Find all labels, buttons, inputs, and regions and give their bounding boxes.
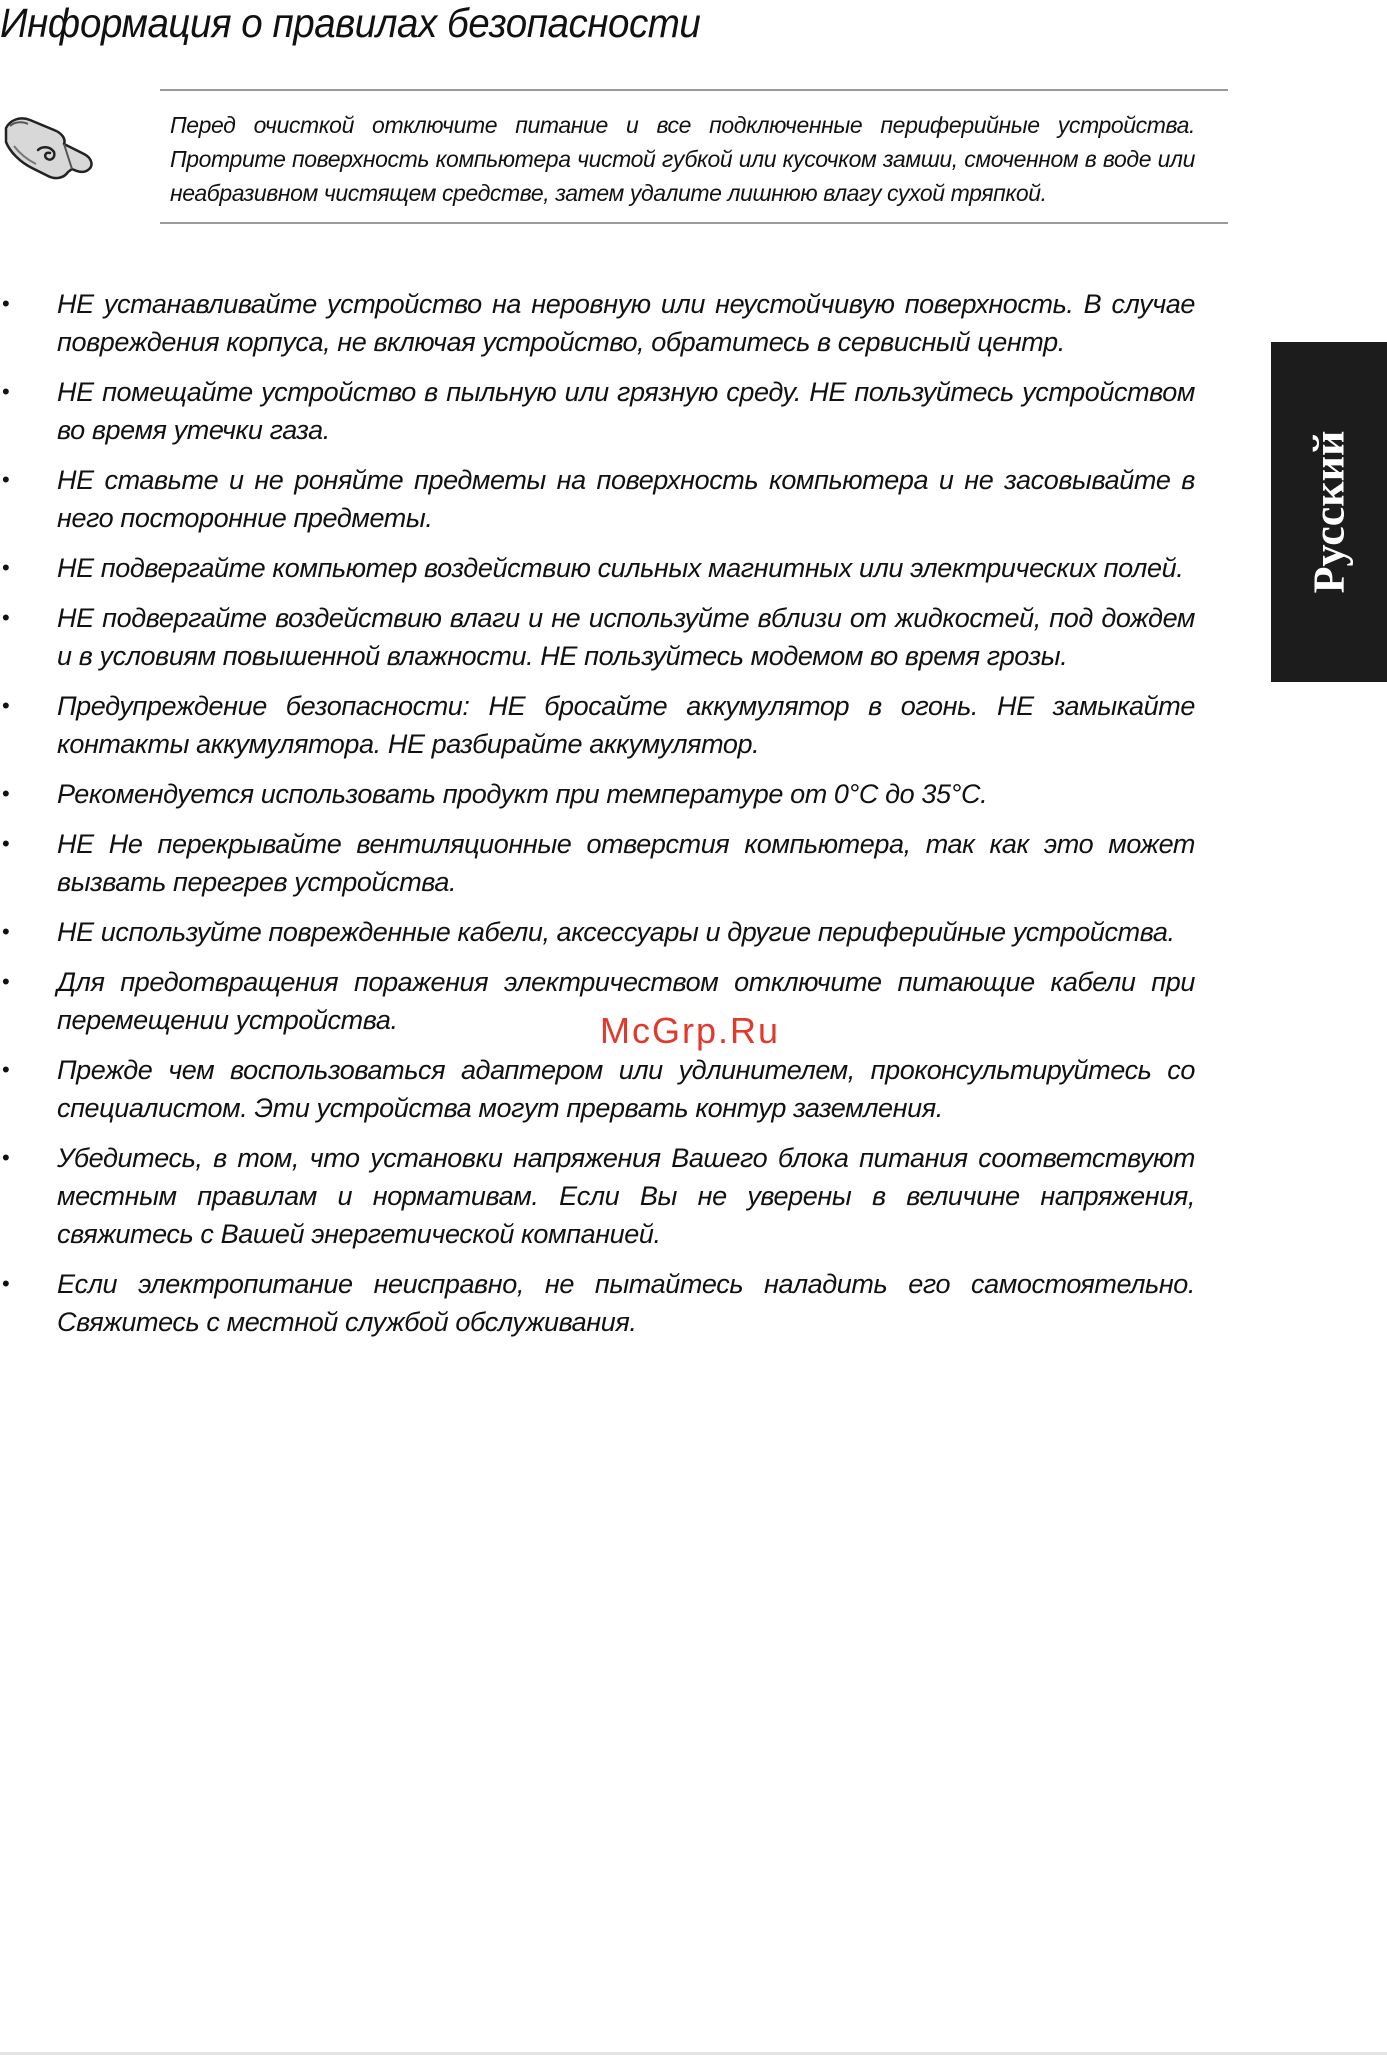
list-item bbox=[0, 461, 1195, 537]
list-item bbox=[0, 1051, 1195, 1127]
rule-text: НЕ Не перекрывайте вентиляционные отверстия компьютера, так как это может вызвать перегрев устройства. bbox=[57, 829, 1195, 897]
rule-text: Для предотвращения поражения электричеством отключите питающие кабели при перемещении устройства. bbox=[57, 967, 1195, 1035]
bullet: • bbox=[2, 379, 10, 404]
list-item bbox=[0, 775, 1195, 813]
rule-text: Если электропитание неисправно, не пытайтесь наладить его самостоятельно. Свяжитесь с местной службой обслуживания. bbox=[57, 1269, 1195, 1337]
bullet: • bbox=[2, 781, 10, 806]
bullet: • bbox=[2, 467, 10, 492]
bullet: • bbox=[2, 919, 10, 944]
rule-text: Рекомендуется использовать продукт при температуре от 0°C до 35°C. bbox=[57, 779, 988, 809]
rule-text: НЕ используйте поврежденные кабели, аксессуары и другие периферийные устройства. bbox=[57, 917, 1175, 947]
list-item bbox=[0, 599, 1195, 675]
list-item bbox=[0, 963, 1195, 1039]
note-top-divider bbox=[160, 89, 1228, 91]
note-text: Перед очисткой отключите питание и все подключенные периферийные устройства. Протрите поверхность компьютера чистой губкой или кусочком замши, смоченном в воде или неабразивном чистящем средстве, затем удалите лишнюю влагу сухой тряпкой. bbox=[170, 112, 1195, 206]
bullet: • bbox=[2, 555, 10, 580]
list-item bbox=[0, 373, 1195, 449]
rule-text: Убедитесь, в том, что установки напряжения Вашего блока питания соответствуют местным правилам и нормативам. Если Вы не уверены в величине напряжения, свяжитесь с Вашей энергетической компанией. bbox=[57, 1143, 1195, 1249]
list-item bbox=[0, 687, 1195, 763]
bullet: • bbox=[2, 831, 10, 856]
note-bottom-divider bbox=[160, 222, 1228, 224]
safety-rules-list bbox=[0, 285, 1195, 1353]
list-item bbox=[0, 825, 1195, 901]
rule-text: НЕ устанавливайте устройство на неровную или неустойчивую поверхность. В случае повреждения корпуса, не включая устройство, обратитесь в сервисный центр. bbox=[57, 289, 1195, 357]
bullet: • bbox=[2, 969, 10, 994]
bullet: • bbox=[2, 1057, 10, 1082]
rule-text: Прежде чем воспользоваться адаптером или удлинителем, проконсультируйтесь со специалистом. Эти устройства могут прервать контур заземления. bbox=[57, 1055, 1195, 1123]
bullet: • bbox=[2, 605, 10, 630]
rule-text: НЕ ставьте и не роняйте предметы на поверхность компьютера и не засовывайте в него посторонние предметы. bbox=[57, 465, 1195, 533]
bullet: • bbox=[2, 1271, 10, 1296]
list-item bbox=[0, 1139, 1195, 1253]
page-title: Информация о правилах безопасности bbox=[0, 0, 701, 46]
bullet: • bbox=[2, 1145, 10, 1170]
pointing-hand-icon bbox=[2, 106, 98, 184]
bullet: • bbox=[2, 291, 10, 316]
rule-text: НЕ подвергайте воздействию влаги и не используйте вблизи от жидкостей, под дождем и в условиям повышенной влажности. НЕ пользуйтесь модемом во время грозы. bbox=[57, 603, 1195, 671]
rule-text: НЕ помещайте устройство в пыльную или грязную среду. НЕ пользуйтесь устройством во время утечки газа. bbox=[57, 377, 1195, 445]
rule-text: Предупреждение безопасности: НЕ бросайте аккумулятор в огонь. НЕ замыкайте контакты аккумулятора. НЕ разбирайте аккумулятор. bbox=[57, 691, 1195, 759]
list-item bbox=[0, 1265, 1195, 1341]
language-tab-label: Русский bbox=[1304, 430, 1354, 594]
rule-text: НЕ подвергайте компьютер воздействию сильных магнитных или электрических полей. bbox=[57, 553, 1184, 583]
list-item bbox=[0, 549, 1195, 587]
list-item bbox=[0, 913, 1195, 951]
watermark: McGrp.Ru bbox=[600, 1010, 781, 1051]
language-tab bbox=[1271, 342, 1387, 682]
bullet: • bbox=[2, 693, 10, 718]
list-item bbox=[0, 285, 1195, 361]
footer-divider bbox=[0, 2052, 1387, 2055]
